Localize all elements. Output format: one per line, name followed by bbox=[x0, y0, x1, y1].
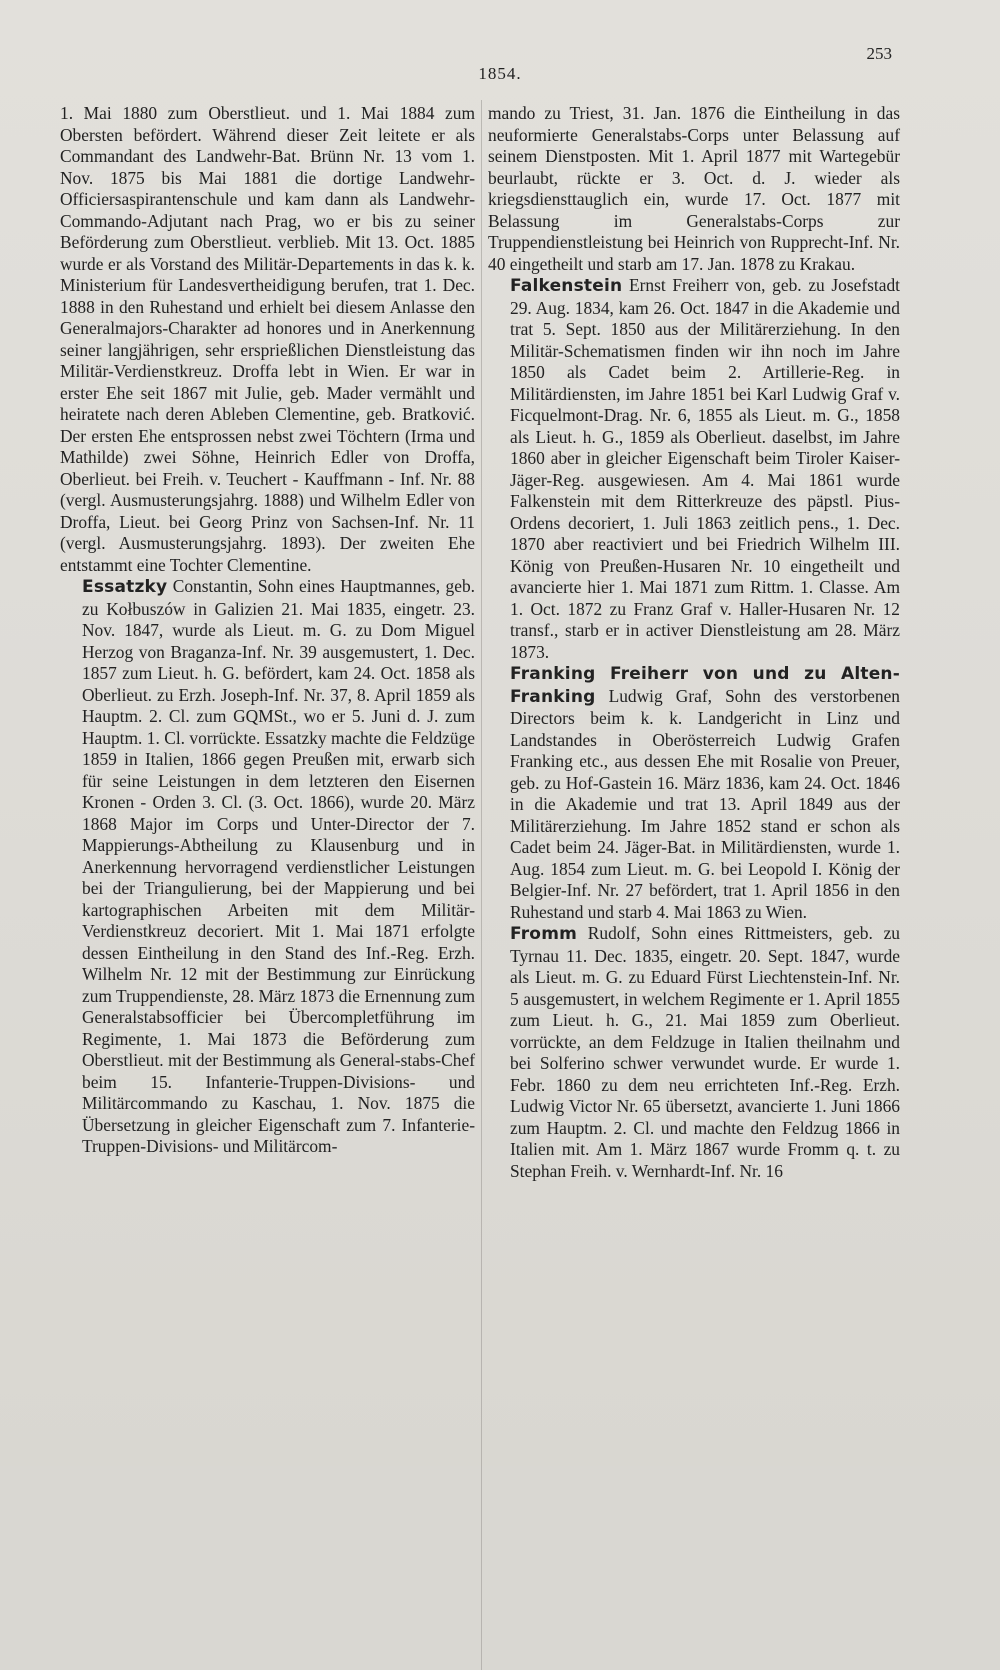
entry-name-essatzky: Essatzky bbox=[82, 577, 168, 597]
running-header-year: 1854. bbox=[478, 64, 522, 83]
right-column bbox=[488, 103, 900, 1182]
entry-text-franking: Ludwig Graf, Sohn des verstorbenen Directors beim k. k. Landgericht in Linz und Landstandes in Oberösterreich Ludwig Grafen Franking etc., aus dessen Ehe mit Rosalie von Preuer, geb. zu Hof-Gastein 16. März 1836, kam 24. Oct. 1846 in die Akademie und trat 13. April 1849 aus der Militärerziehung. Im Jahre 1852 stand er schon als Cadet beim 24. Jäger-Bat. in Militärdiensten, wurde 1. Aug. 1854 zum Lieut. m. G. bei Leopold I. König der Belgier-Inf. Nr. 27 befördert, trat 1. April 1856 in den Ruhestand und starb 4. Mai 1863 zu Wien. bbox=[510, 685, 900, 922]
entry-text-fromm: Rudolf, Sohn eines Rittmeisters, geb. zu Tyrnau 11. Dec. 1835, eingetr. 20. Sept. 1847, wurde als Lieut. m. G. zu Eduard Fürst Liechtenstein-Inf. Nr. 5 ausgemustert, in welchem Regimente er 1. April 1855 zum Lieut. h. G., 21. Mai 1859 zum Oberlieut. vorrückte, an dem Feldzuge in Italien theilnahm und bei Solferino schwer verwundet wurde. Er wurde 1. Febr. 1860 zu dem neu errichteten Inf.-Reg. Erzh. Ludwig Victor Nr. 65 übersetzt, avancierte 1. Juni 1866 zum Hauptm. 2. Cl. und machte den Feldzug 1866 in Italien mit. Am 1. März 1867 wurde Fromm q. t. zu Stephan Freih. v. Wernhardt-Inf. Nr. 16 bbox=[510, 923, 900, 1181]
entry-essatzky bbox=[60, 576, 475, 1158]
entry-text-falkenstein: Ernst Freiherr von, geb. zu Josefstadt 29. Aug. 1834, kam 26. Oct. 1847 in die Akademie und trat 5. Sept. 1850 aus der Militärerziehung. In den Militär-Schematismen finden wir ihn noch im Jahre 1850 als Cadet beim 2. Artillerie-Reg. in Militärdiensten, im Jahre 1851 bei Karl Ludwig Graf v. Ficquelmont-Drag. Nr. 6, 1855 als Lieut. m. G., 1858 als Lieut. h. G., 1859 als Oberlieut. daselbst, im Jahre 1860 aber in gleicher Eigenschaft beim Tiroler Kaiser-Jäger-Reg. ausgewiesen. Am 4. Mai 1861 wurde Falkenstein mit dem Ritterkreuze des päpstl. Pius-Ordens decoriert, 1. Juli 1863 zeitlich pens., 1. Dec. 1870 aber reactiviert und bei Friedrich Wilhelm III. König von Preußen-Husaren Nr. 10 eingetheilt und avancierte hier 1. Mai 1871 zum Rittm. 1. Classe. Am 1. Oct. 1872 zu Franz Graf v. Haller-Husaren Nr. 12 transf., starb er in activer Dienstleistung am 28. März 1873. bbox=[510, 275, 900, 662]
entry-name-falkenstein: Falkenstein bbox=[510, 276, 623, 296]
page-number: 253 bbox=[866, 44, 892, 63]
entry-text-essatzky: Constantin, Sohn eines Hauptmannes, geb. zu Kołbuszów in Galizien 21. Mai 1835, eingetr. 23. Nov. 1847, wurde als Lieut. m. G. zu Dom Miguel Herzog von Braganza-Inf. Nr. 39 ausgemustert, 1. Dec. 1857 zum Lieut. h. G. befördert, kam 24. Oct. 1858 als Oberlieut. zu Erzh. Joseph-Inf. Nr. 37, 8. April 1859 als Hauptm. 2. Cl. zum GQMSt., wo er 5. Juni d. J. zum Hauptm. 1. Cl. vorrückte. Essatzky machte die Feldzüge 1859 in Italien, 1866 gegen Preußen mit, erwarb sich für seine Leistungen in dem letzteren den Eisernen Kronen - Orden 3. Cl. (3. Oct. 1866), wurde 20. März 1868 Major im Corps und Unter-Director der 7. Mappierungs-Abtheilung zu Klausenburg und in Anerkennung hervorragend verdienstlicher Leistungen bei der Triangulierung, bei der Mappierung und bei kartographischen Arbeiten mit dem Militär-Verdienstkreuz decoriert. Mit 1. Mai 1871 erfolgte dessen Eintheilung in den Stand des Inf.-Reg. Erzh. Wilhelm Nr. 12 mit der Bestimmung zur Einrückung zum Truppendienste, 28. März 1873 die Ernennung zum Generalstabsofficier bei Übercompletführung im Regimente, 1. Mai 1873 die Beförderung zum Oberstlieut. mit der Bestimmung als General-stabs-Chef beim 15. Infanterie-Truppen-Divisions- und Militärcommando zu Kaschau, 1. Nov. 1875 die Übersetzung in gleicher Eigenschaft zum 7. Infanterie-Truppen-Divisions- und Militärcom- bbox=[82, 576, 475, 1156]
entry-name-fromm: Fromm bbox=[510, 924, 578, 944]
entry-franking bbox=[488, 663, 900, 923]
left-column bbox=[60, 103, 475, 1158]
entry-fromm bbox=[488, 923, 900, 1182]
column-divider bbox=[481, 100, 482, 1670]
entry-name-franking: Franking Freiherr von und zu Alten-Franking bbox=[510, 664, 900, 707]
paragraph-droffa-continued: 1. Mai 1880 zum Oberstlieut. und 1. Mai 1884 zum Obersten befördert. Während dieser Zeit leitete er als Commandant des Landwehr-Bat. Brünn Nr. 13 vom 1. Nov. 1875 bis Mai 1881 die dortige Landwehr-Officiersaspirantenschule und kam dann als Landwehr-Commando-Adjutant nach Prag, wo er bis zu seiner Beförderung zum Oberstlieut. verblieb. Mit 13. Oct. 1885 wurde er als Vorstand des Militär-Departements in das k. k. Ministerium für Landesvertheidigung berufen, trat 1. Dec. 1888 in den Ruhestand und erhielt bei diesem Anlasse den Generalmajors-Charakter ad honores und in Anerkennung seiner langjährigen, sehr ersprießlichen Dienstleistung das Militär-Verdienstkreuz. Droffa lebt in Wien. Er war in erster Ehe seit 1867 mit Julie, geb. Mader vermählt und heiratete nach deren Ableben Clementine, geb. Bratković. Der ersten Ehe entsprossen nebst zwei Töchtern (Irma und Mathilde) zwei Söhne, Heinrich Edler von Droffa, Oberlieut. bei Freih. v. Teuchert - Kauffmann - Inf. Nr. 88 (vergl. Ausmusterungsjahrg. 1888) und Wilhelm Edler von Droffa, Lieut. bei Georg Prinz von Sachsen-Inf. Nr. 11 (vergl. Ausmusterungsjahrg. 1893). Der zweiten Ehe entstammt eine Tochter Clementine. bbox=[60, 103, 475, 575]
entry-falkenstein bbox=[488, 275, 900, 663]
paragraph-essatzky-continued: mando zu Triest, 31. Jan. 1876 die Eintheilung in das neuformierte Generalstabs-Corps unter Belassung auf seinem Dienstposten. Mit 1. April 1877 mit Wartegebür beurlaubt, rückte er 3. Oct. d. J. wieder als kriegsdiensttauglich ein, wurde 17. Oct. 1877 mit Belassung im Generalstabs-Corps zur Truppendienstleistung bei Heinrich von Rupprecht-Inf. Nr. 40 eingetheilt und starb am 17. Jan. 1878 zu Krakau. bbox=[488, 103, 900, 274]
